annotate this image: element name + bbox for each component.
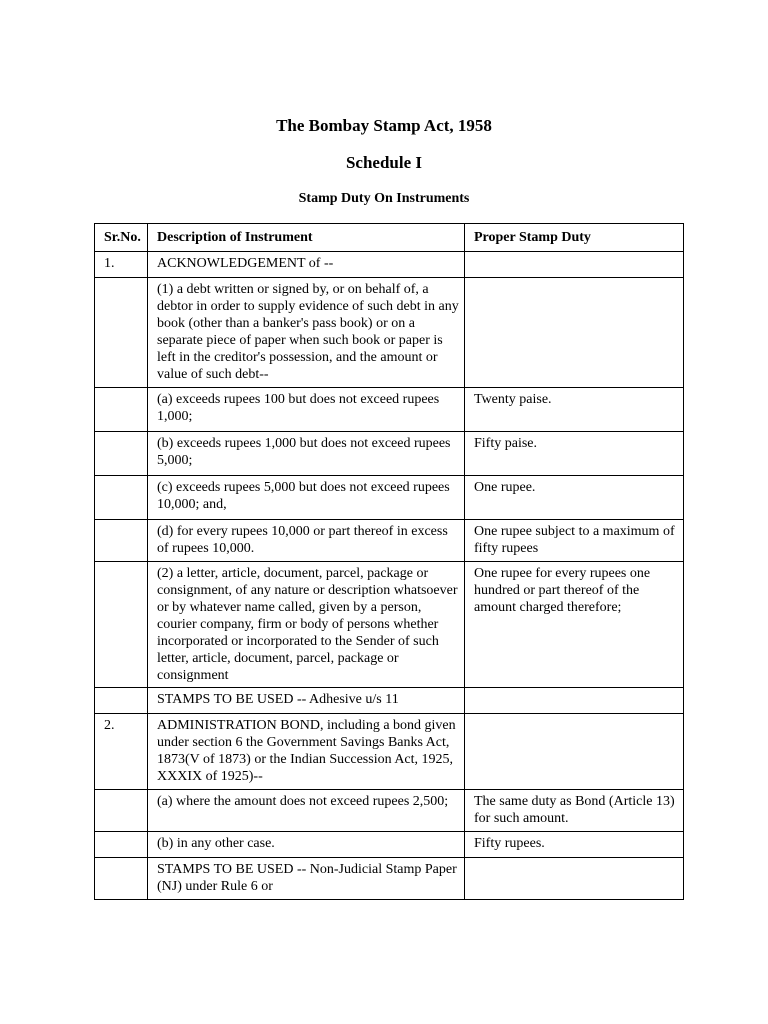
table-row <box>95 832 684 858</box>
table-row <box>95 858 684 900</box>
duty-cell: Fifty rupees. <box>465 832 684 858</box>
duty-cell: One rupee for every rupees one hundred or part thereof of the amount charged therefore; <box>465 562 684 688</box>
description-cell: (2) a letter, article, document, parcel, package or consignment, of any nature or description whatsoever or by whatever name called, given by a person, courier company, firm or body of persons whether incorporated or incorporated to the Sender of such letter, article, document, parcel, package or consignment <box>148 562 465 688</box>
table-row <box>95 688 684 714</box>
sr-no-cell: 1. <box>95 252 148 278</box>
duty-cell <box>465 252 684 278</box>
table-header-row <box>95 224 684 252</box>
table-row <box>95 278 684 388</box>
description-cell: (d) for every rupees 10,000 or part thereof in excess of rupees 10,000. <box>148 520 465 562</box>
duty-cell <box>465 714 684 790</box>
document-subtitle: Stamp Duty On Instruments <box>298 191 470 206</box>
sr-no-cell <box>95 790 148 832</box>
duty-cell: One rupee subject to a maximum of fifty rupees <box>465 520 684 562</box>
sr-no-cell <box>95 858 148 900</box>
table-row <box>95 714 684 790</box>
duty-cell <box>465 858 684 900</box>
sr-no-cell <box>95 688 148 714</box>
description-cell: (b) in any other case. <box>148 832 465 858</box>
column-header-sr-no: Sr.No. <box>95 224 148 252</box>
table-row <box>95 520 684 562</box>
document-title: The Bombay Stamp Act, 1958 <box>276 116 492 135</box>
sr-no-cell <box>95 278 148 388</box>
table-row <box>95 432 684 476</box>
duty-cell <box>465 688 684 714</box>
table-row <box>95 252 684 278</box>
sr-no-cell <box>95 562 148 688</box>
description-cell: (a) where the amount does not exceed rupees 2,500; <box>148 790 465 832</box>
description-cell: (b) exceeds rupees 1,000 but does not exceed rupees 5,000; <box>148 432 465 476</box>
duty-cell: The same duty as Bond (Article 13) for such amount. <box>465 790 684 832</box>
stamp-duty-table <box>94 223 684 900</box>
duty-cell <box>465 278 684 388</box>
duty-cell: Twenty paise. <box>465 388 684 432</box>
sr-no-cell <box>95 520 148 562</box>
table-row <box>95 790 684 832</box>
sr-no-cell <box>95 388 148 432</box>
sr-no-cell <box>95 432 148 476</box>
duty-cell: Fifty paise. <box>465 432 684 476</box>
description-cell: ADMINISTRATION BOND, including a bond given under section 6 the Government Savings Banks Act, 1873(V of 1873) or the Indian Succession Act, 1925, XXXIX of 1925)-- <box>148 714 465 790</box>
column-header-duty: Proper Stamp Duty <box>465 224 684 252</box>
schedule-heading: Schedule I <box>345 153 423 172</box>
table-row <box>95 476 684 520</box>
description-cell: STAMPS TO BE USED -- Non-Judicial Stamp Paper (NJ) under Rule 6 or <box>148 858 465 900</box>
description-cell: (1) a debt written or signed by, or on behalf of, a debtor in order to supply evidence of such debt in any book (other than a banker's pass book) or on a separate piece of paper when such book or paper is left in the creditor's possession, and the amount or value of such debt-- <box>148 278 465 388</box>
description-cell: (c) exceeds rupees 5,000 but does not exceed rupees 10,000; and, <box>148 476 465 520</box>
description-cell: ACKNOWLEDGEMENT of -- <box>148 252 465 278</box>
description-cell: STAMPS TO BE USED -- Adhesive u/s 11 <box>148 688 465 714</box>
duty-cell: One rupee. <box>465 476 684 520</box>
table-row <box>95 562 684 688</box>
table-row <box>95 388 684 432</box>
sr-no-cell <box>95 832 148 858</box>
sr-no-cell <box>95 476 148 520</box>
sr-no-cell: 2. <box>95 714 148 790</box>
description-cell: (a) exceeds rupees 100 but does not exceed rupees 1,000; <box>148 388 465 432</box>
column-header-description: Description of Instrument <box>148 224 465 252</box>
